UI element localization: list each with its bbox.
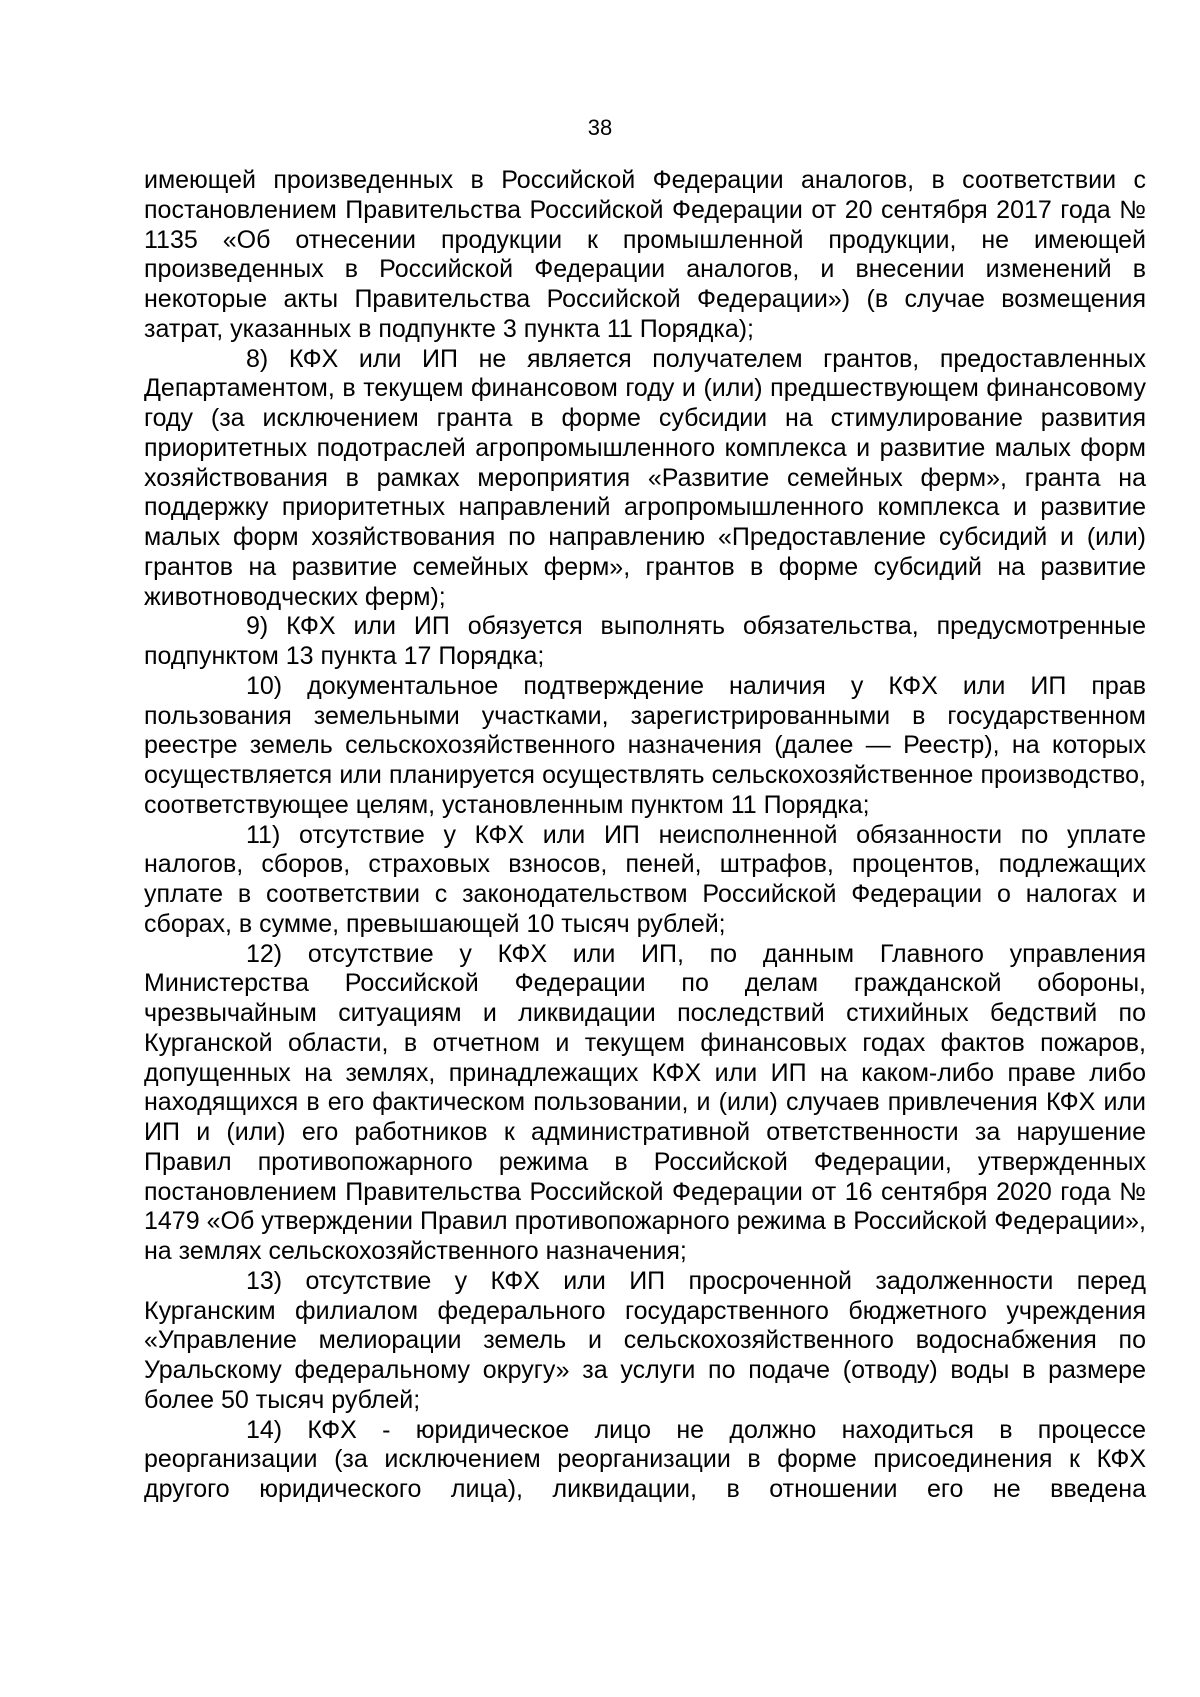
paragraph-item-11: 11) отсутствие у КФХ или ИП неисполненной обязанности по уплате налогов, сборов, страховых взносов, пеней, штрафов, процентов, подлежащих уплате в соответствии с законодательством Российской Федерации о налогах и сборах, в сумме, превышающей 10 тысяч рублей; (144, 820, 1146, 938)
document-body (144, 166, 1146, 1505)
paragraph-item-12: 12) отсутствие у КФХ или ИП, по данным Главного управления Министерства Российской Федерации по делам гражданской обороны, чрезвычайным ситуациям и ликвидации последствий стихийных бедствий по Курганской области, в отчетном и текущем финансовых годах фактов пожаров, допущенных на землях, принадлежащих КФХ или ИП на каком-либо праве либо находящихся в его фактическом пользовании, и (или) случаев привлечения КФХ или ИП и (или) его работников к административной ответственности за нарушение Правил противопожарного режима в Российской Федерации, утвержденных постановлением Правительства Российской Федерации от 16 сентября 2020 года № 1479 «Об утверждении Правил противопожарного режима в Российской Федерации», на землях сельскохозяйственного назначения; (144, 939, 1146, 1265)
paragraph-continuation: имеющей произведенных в Российской Федерации аналогов, в соответствии с постановлением Правительства Российской Федерации от 20 сентября 2017 года № 1135 «Об отнесении продукции к промышленной продукции, не имеющей произведенных в Российской Федерации аналогов, и внесении изменений в некоторые акты Правительства Российской Федерации») (в случае возмещения затрат, указанных в подпункте 3 пункта 11 Порядка); (144, 166, 1146, 343)
page-number: 38 (587, 115, 613, 140)
paragraph-item-14: 14) КФХ - юридическое лицо не должно находиться в процессе реорганизации (за исключением реорганизации в форме присоединения к КФХ другого юридического лица), ликвидации, в отношении его не введена (144, 1415, 1146, 1503)
paragraph-item-10: 10) документальное подтверждение наличия у КФХ или ИП прав пользования земельными участками, зарегистрированными в государственном реестре земель сельскохозяйственного назначения (далее — Реестр), на которых осуществляется или планируется осуществлять сельскохозяйственное производство, соответствующее целям, установленным пунктом 11 Порядка; (144, 671, 1146, 819)
paragraph-item-9: 9) КФХ или ИП обязуется выполнять обязательства, предусмотренные подпунктом 13 пункта 17 Порядка; (144, 612, 1146, 670)
paragraph-item-8: 8) КФХ или ИП не является получателем грантов, предоставленных Департаментом, в текущем финансовом году и (или) предшествующем финансовому году (за исключением гранта в форме субсидии на стимулирование развития приоритетных подотраслей агропромышленного комплекса и развитие малых форм хозяйствования в рамках мероприятия «Развитие семейных ферм», гранта на поддержку приоритетных направлений агропромышленного комплекса и развитие малых форм хозяйствования по направлению «Предоставление субсидий и (или) грантов на развитие семейных ферм», грантов в форме субсидий на развитие животноводческих ферм); (144, 344, 1146, 611)
paragraph-item-13: 13) отсутствие у КФХ или ИП просроченной задолженности перед Курганским филиалом федерального государственного бюджетного учреждения «Управление мелиорации земель и сельскохозяйственного водоснабжения по Уральскому федеральному округу» за услуги по подаче (отводу) воды в размере более 50 тысяч рублей; (144, 1266, 1146, 1414)
